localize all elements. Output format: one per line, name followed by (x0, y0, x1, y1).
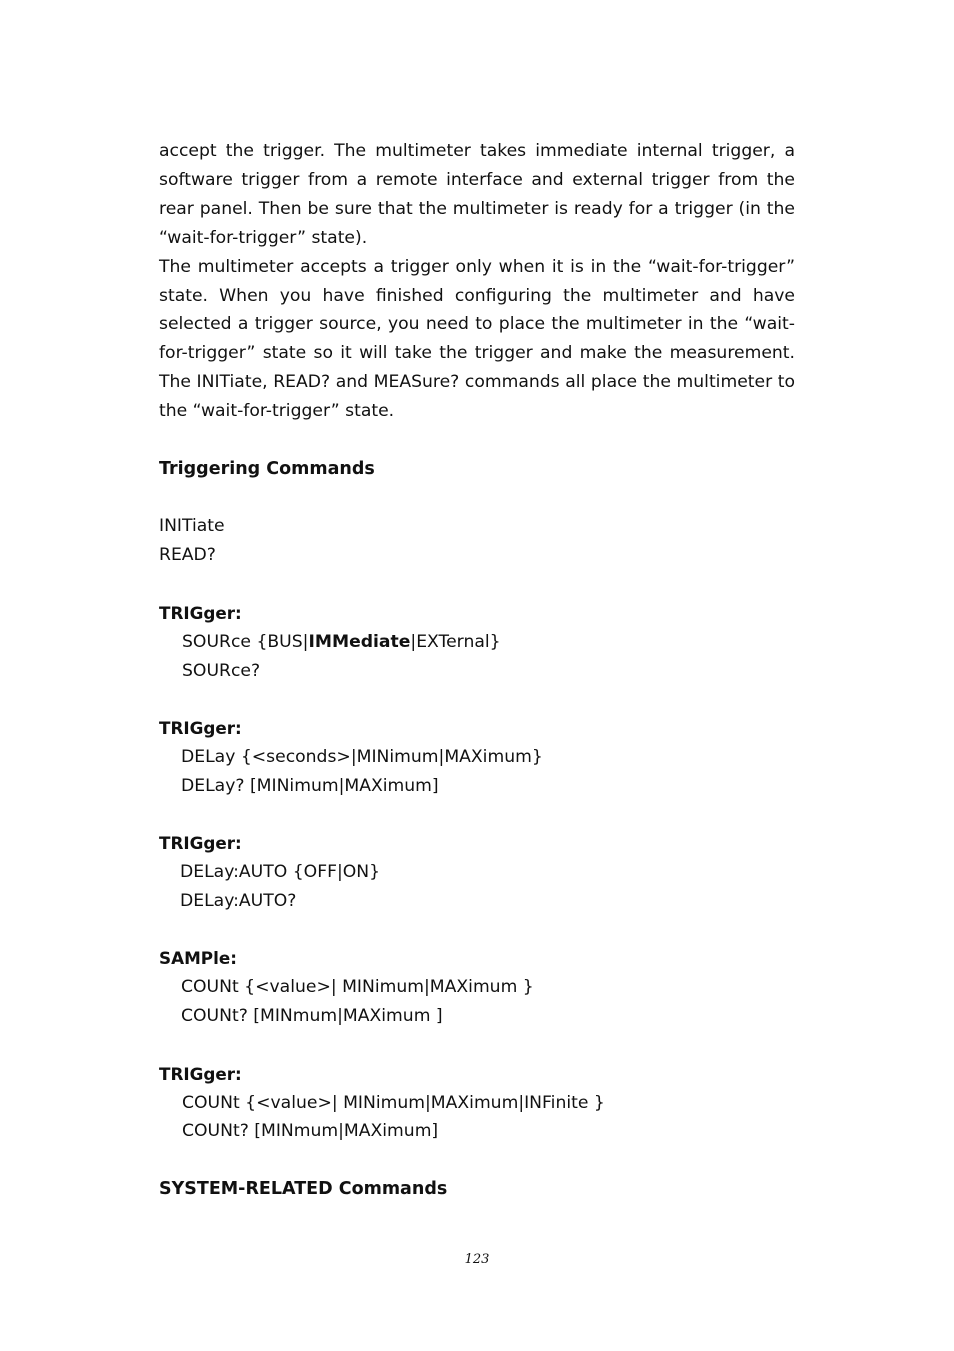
trigger-delay-auto-group (159, 829, 795, 916)
trigger-source-command (159, 628, 795, 657)
source-prefix: SOURce {BUS| (182, 631, 309, 652)
trigger-delay-subsystem-heading: TRIGger: (159, 718, 242, 738)
sample-count-command: COUNt {<value>| MINimum|MAXimum } (181, 977, 534, 998)
intro-paragraph-1: accept the trigger. The multimeter takes immediate internal trigger, a software trigger from a remote interface and external trigger from the rear panel. Then be sure that the multimeter is ready for a trigger (in the “wait-for-trigger” state). (159, 141, 795, 248)
trigger-delay-group (159, 714, 795, 801)
trigger-count-query: COUNt? [MINmum|MAXimum] (182, 1121, 439, 1142)
intro-paragraph-2: The multimeter accepts a trigger only when it is in the “wait-for-trigger” state. When you have finished configuring the multimeter and have selected a trigger source, you need to place the multimeter in the “wait-for-trigger” state so it will take the trigger and make the measurement. The INITiate, READ? and MEASure? commands all place the multimeter to the “wait-for-trigger” state. (159, 256, 795, 422)
trigger-delay-query: DELay? [MINimum|MAXimum] (181, 775, 439, 796)
trigger-count-subsystem-heading: TRIGger: (159, 1063, 242, 1084)
trigger-count-group (159, 1060, 795, 1147)
trigger-delay-auto-subsystem-heading: TRIGger: (159, 833, 242, 854)
sample-count-group (159, 944, 795, 1031)
sample-count-query: COUNt? [MINmum|MAXimum ] (181, 1006, 443, 1027)
trigger-source-group (159, 599, 795, 686)
system-related-commands-heading: SYSTEM-RELATED Commands (159, 1178, 448, 1199)
page-number: 123 (464, 1252, 490, 1267)
trigger-delay-command: DELay {<seconds>|MINimum|MAXimum} (181, 746, 543, 767)
trigger-delay-auto-query: DELay:AUTO? (180, 891, 297, 912)
read-command: READ? (159, 545, 216, 566)
source-default-option: IMMediate (308, 631, 411, 652)
initiate-command: INITiate (159, 516, 225, 537)
page-content (159, 137, 795, 1204)
triggering-commands-heading: Triggering Commands (159, 459, 375, 480)
sample-subsystem-heading: SAMPle: (159, 948, 237, 969)
source-suffix: |EXTernal} (410, 631, 501, 652)
trigger-source-query: SOURce? (182, 660, 261, 681)
trigger-source-subsystem-heading: TRIGger: (159, 602, 242, 623)
trigger-delay-auto-command: DELay:AUTO {OFF|ON} (180, 862, 381, 883)
trigger-count-command: COUNt {<value>| MINimum|MAXimum|INFinite } (182, 1092, 605, 1113)
